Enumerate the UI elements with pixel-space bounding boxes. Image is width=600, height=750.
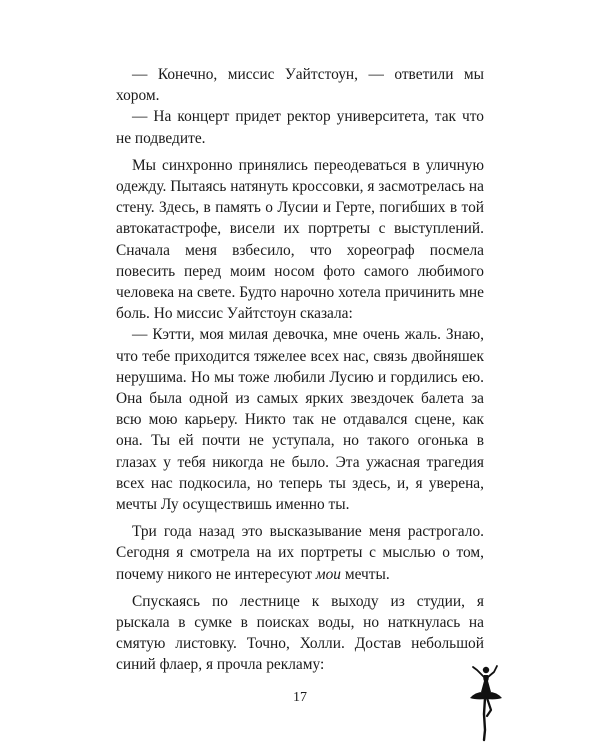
paragraph-6: Спускаясь по лестнице к выходу из студии, я рыскала в сумке в поисках воды, но наткнулась на смятую листовку. Точно, Холли. Достав небольшой синий флаер, я прочла рекламу: [116, 592, 484, 674]
paragraph-1: — Конечно, миссис Уайтстоун, — ответили мы хором. [116, 66, 484, 105]
paragraph-4: — Кэтти, моя милая девочка, мне очень жаль. Знаю, что тебе приходится тяжелее всех нас, связь двойняшек нерушима. Но мы тоже любили Лусию и гордились ею. Она была одной из самых ярких звездочек балета за всю мою карьеру. Никто так не отдавался сцене, как она. Ты ей почти не уступала, но такого огонька в глазах у тебя никогда не было. Эта ужасная трагедия всех нас подкосила, но теперь ты здесь, и, я уверена, мечты Лу осуществишь именно ты. [116, 326, 484, 514]
paragraph-3: Мы синхронно принялись переодеваться в уличную одежду. Пытаясь натянуть кроссовки, я засмотрелась на стену. Здесь, в память о Лусии и Герте, погибших в той автокатастрофе, висели их портреты с выступлений. Сначала меня взбесило, что хореограф посмела повесить перед моим носом фото самого любимого человека на свете. Будто нарочно хотела причинить мне боль. Но миссис Уайтстоун сказала: [116, 156, 484, 323]
paragraph-5 [116, 521, 484, 585]
ballerina-silhouette-icon [464, 664, 506, 744]
paragraph-5-start: Три года назад это высказывание меня растрогало. Сегодня я смотрела на их портреты с мыслью о том, почему никого не интересуют [116, 523, 484, 583]
page-number: 17 [293, 690, 307, 705]
paragraph-5-emphasis: мои [315, 565, 341, 583]
book-page-text [116, 64, 484, 676]
paragraph-2: — На концерт придет ректор университета, так что не подведите. [116, 108, 484, 147]
paragraph-5-end: мечты. [341, 565, 390, 583]
